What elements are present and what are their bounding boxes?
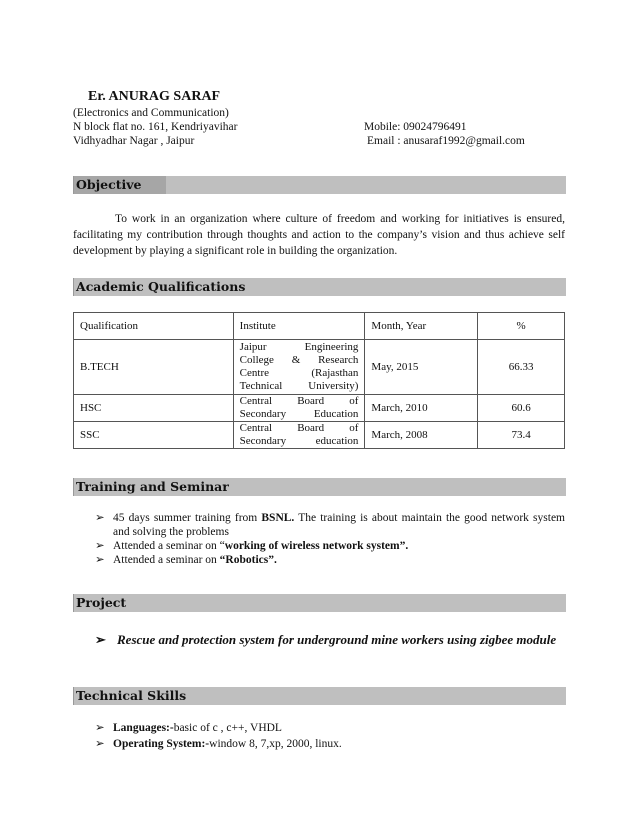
table-row bbox=[74, 422, 565, 449]
list-item: ➢ Operating System:-window 8, 7,xp, 2000, linux. bbox=[95, 738, 342, 750]
arrow-bullet-icon: ➢ bbox=[95, 738, 105, 750]
cell-month-year: May, 2015 bbox=[365, 340, 478, 395]
header-percent: % bbox=[478, 313, 565, 340]
cell-percent: 60.6 bbox=[478, 395, 565, 422]
header-qualification: Qualification bbox=[74, 313, 234, 340]
project-title: Project bbox=[76, 595, 127, 610]
qualifications-table bbox=[73, 312, 565, 449]
branch: (Electronics and Communication) bbox=[73, 107, 229, 119]
academic-title: Academic Qualifications bbox=[76, 279, 246, 294]
objective-text: To work in an organization where culture of freedom and working for initiatives is ensured, facilitating my contribution through thoughts and action to the company’s vision and thus achieve self development by playing a significant role in building the organization. bbox=[73, 213, 565, 257]
table-row bbox=[74, 395, 565, 422]
cell-qualification: HSC bbox=[74, 395, 234, 422]
project-section-bar bbox=[73, 594, 566, 612]
table-header-row bbox=[74, 313, 565, 340]
arrow-bullet-icon: ➢ bbox=[95, 632, 106, 647]
header-month-year: Month, Year bbox=[365, 313, 478, 340]
objective-section-bar bbox=[73, 176, 566, 194]
cell-month-year: March, 2010 bbox=[365, 395, 478, 422]
training-section-bar bbox=[73, 478, 566, 496]
arrow-bullet-icon: ➢ bbox=[95, 540, 105, 552]
cell-qualification: B.TECH bbox=[74, 340, 234, 395]
project-item bbox=[95, 631, 565, 649]
address-line-1: N block flat no. 161, Kendriyavihar bbox=[73, 121, 238, 133]
cell-institute: Jaipur Engineering College & Research Centre (Rajasthan Technical University) bbox=[233, 340, 365, 395]
list-item: ➢ Attended a seminar on “Robotics”. bbox=[95, 554, 277, 566]
candidate-name: Er. ANURAG SARAF bbox=[88, 89, 221, 104]
arrow-bullet-icon: ➢ bbox=[95, 512, 105, 524]
list-item: ➢ 45 days summer training from BSNL. The training is about maintain the good network system and solving the problems bbox=[95, 512, 565, 538]
list-item: ➢ Attended a seminar on “working of wireless network system”. bbox=[95, 540, 409, 552]
mobile: Mobile: 09024796491 bbox=[364, 121, 467, 133]
table-row bbox=[74, 340, 565, 395]
training-list bbox=[95, 511, 565, 567]
training-title: Training and Seminar bbox=[76, 479, 229, 494]
cell-percent: 66.33 bbox=[478, 340, 565, 395]
arrow-bullet-icon: ➢ bbox=[95, 554, 105, 566]
address-line-2: Vidhyadhar Nagar , Jaipur bbox=[73, 135, 195, 147]
email: Email : anusaraf1992@gmail.com bbox=[367, 135, 525, 147]
academic-section-bar bbox=[73, 278, 566, 296]
cell-institute: Central Board of Secondary education bbox=[233, 422, 365, 449]
skills-section-bar bbox=[73, 687, 566, 705]
skills-title: Technical Skills bbox=[76, 688, 187, 703]
cell-institute: Central Board of Secondary Education bbox=[233, 395, 365, 422]
project-text: Rescue and protection system for underground mine workers using zigbee module bbox=[117, 632, 557, 647]
list-item: ➢ Languages:-basic of c , c++, VHDL bbox=[95, 722, 282, 734]
arrow-bullet-icon: ➢ bbox=[95, 722, 105, 734]
skills-list bbox=[95, 720, 565, 752]
cell-qualification: SSC bbox=[74, 422, 234, 449]
header-institute: Institute bbox=[233, 313, 365, 340]
cell-percent: 73.4 bbox=[478, 422, 565, 449]
cell-month-year: March, 2008 bbox=[365, 422, 478, 449]
objective-title: Objective bbox=[74, 176, 166, 194]
